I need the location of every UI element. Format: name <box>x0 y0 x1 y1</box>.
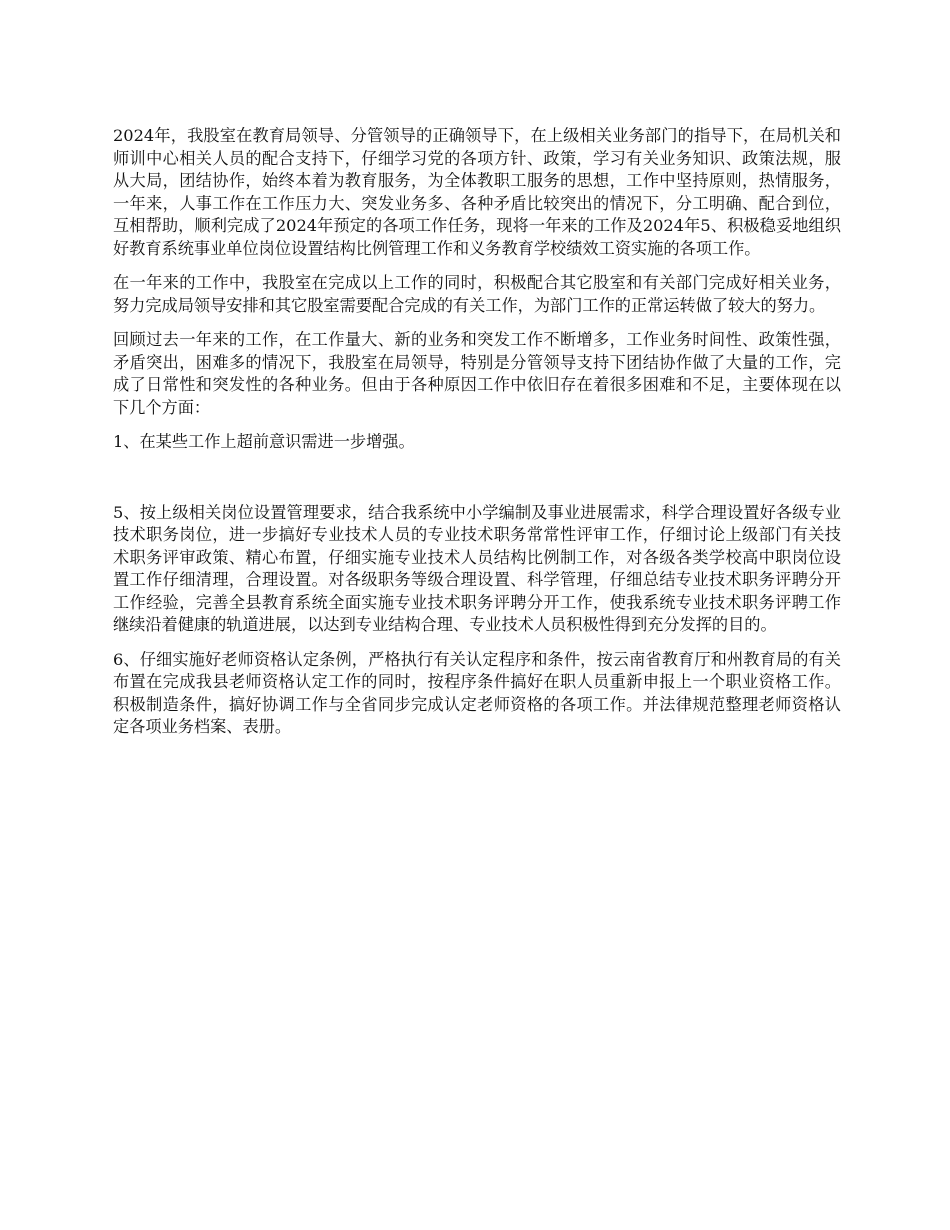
document-page <box>113 125 841 739</box>
paragraph-item-5: 5、按上级相关岗位设置管理要求，结合我系统中小学编制及事业进展需求，科学合理设置好各级专业技术职务岗位，进一步搞好专业技术人员的专业技术职务常常性评审工作，仔细讨论上级部门有关技术职务评审政策、精心布置，仔细实施专业技术人员结构比例制工作，对各级各类学校高中职岗位设置工作仔细清理，合理设置。对各级职务等级合理设置、科学管理，仔细总结专业技术职务评聘分开工作经验，完善全县教育系统全面实施专业技术职务评聘分开工作，使我系统专业技术职务评聘工作继续沿着健康的轨道进展，以达到专业结构合理、专业技术人员积极性得到充分发挥的目的。 <box>113 502 841 634</box>
paragraph-item-1: 1、在某些工作上超前意识需进一步增强。 <box>113 432 415 451</box>
paragraph-summary-intro: 2024年，我股室在教育局领导、分管领导的正确领导下，在上级相关业务部门的指导下，在局机关和师训中心相关人员的配合支持下，仔细学习党的各项方针、政策，学习有关业务知识、政策法规，服从大局，团结协作，始终本着为教育服务，为全体教职工服务的思想，工作中坚持原则，热情服务，一年来，人事工作在工作压力大、突发业务多、各种矛盾比较突出的情况下，分工明确、配合到位，互相帮助，顺利完成了2024年预定的各项工作任务，现将一年来的工作及2024年5、积极稳妥地组织好教育系统事业单位岗位设置结构比例管理工作和义务教育学校绩效工资实施的各项工作。 <box>113 126 841 258</box>
paragraph-item-6: 6、仔细实施好老师资格认定条例，严格执行有关认定程序和条件，按云南省教育厅和州教育局的有关布置在完成我县老师资格认定工作的同时，按程序条件搞好在职人员重新申报上一个职业资格工作。积极制造条件，搞好协调工作与全省同步完成认定老师资格的各项工作。并法律规范整理老师资格认定各项业务档案、表册。 <box>113 649 841 736</box>
paragraph-cooperation: 在一年来的工作中，我股室在完成以上工作的同时，积极配合其它股室和有关部门完成好相关业务，努力完成局领导安排和其它股室需要配合完成的有关工作，为部门工作的正常运转做了较大的努力。 <box>113 273 841 315</box>
paragraph-review: 回顾过去一年来的工作，在工作量大、新的业务和突发工作不断增多，工作业务时间性、政策性强，矛盾突出，困难多的情况下，我股室在局领导，特别是分管领导支持下团结协作做了大量的工作，完成了日常性和突发性的各种业务。但由于各种原因工作中依旧存在着很多困难和不足，主要体现在以下几个方面： <box>113 330 841 417</box>
